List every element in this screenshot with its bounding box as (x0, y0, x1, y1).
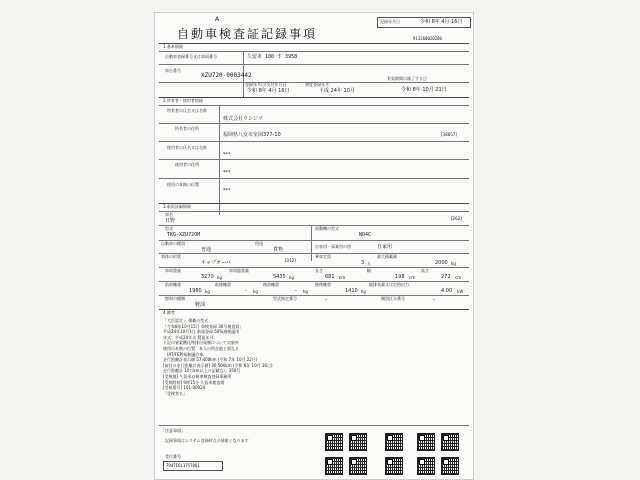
body-shape-value: キャブオーバ (201, 260, 231, 266)
chassis-value: XZU720-0003442 (201, 72, 252, 79)
capacity-unit: 人 (367, 261, 371, 266)
length-label: 長さ (315, 268, 323, 273)
length-unit: cm (339, 275, 346, 280)
private-business-label: 自家用・事業用の別 (315, 244, 351, 249)
qr-code (385, 457, 403, 475)
front-front-axle-value: 1960 (189, 288, 202, 294)
maker-code: [262] (451, 216, 462, 221)
gross-weight-unit: kg (289, 275, 294, 280)
width-value: 198 (395, 274, 405, 280)
receipt-number-box (163, 461, 223, 471)
use-label: 用途 (255, 241, 263, 246)
front-front-axle-label: 前前軸重 (165, 282, 181, 287)
first-registration-label: 初度登録年月 (305, 82, 329, 87)
max-load-label: 最大積載量 (377, 254, 397, 259)
qr-code (441, 433, 459, 451)
issue-date-value: 令和 8年 4月 16日 (420, 19, 463, 25)
remark-line: ・(AT/FEP)規制適合車 (163, 351, 204, 357)
fuel-label: 燃料の種類 (165, 296, 185, 301)
issue-date-box (377, 17, 471, 28)
remark-line: 使用の本拠の位置：本人の所在地と異なる (163, 345, 239, 351)
maker-value: 日野 (165, 218, 176, 224)
header-rule (159, 43, 469, 44)
displacement-unit: kW (457, 289, 464, 294)
chassis-label: 車台番号 (165, 68, 181, 73)
remark-line: 平成24年10月1日 新規登録 50%減税適用 (163, 329, 240, 335)
date-value: 令和 8年 4月 16日 (247, 88, 290, 94)
qr-code (441, 457, 459, 475)
class-number-value: - (433, 297, 435, 303)
kind-label: 自動車の種別 (161, 241, 185, 246)
model-value: TKG-XZU720M (167, 232, 201, 238)
page-mark: A (215, 16, 220, 23)
front-rear-axle-unit: kg (253, 289, 258, 294)
qr-code (349, 457, 367, 475)
front-rear-axle-label: 前後軸重 (215, 282, 231, 287)
gross-weight-value: 5435 (273, 274, 286, 280)
capacity-value: 3 (361, 260, 365, 266)
qr-code (325, 433, 343, 451)
class-number-label: 類別区分番号 (381, 296, 405, 301)
base-location-label: 使用の本拠の位置 (167, 182, 199, 187)
owner-code: [38857] (441, 132, 457, 137)
rear-front-axle-label: 後前軸重 (263, 282, 279, 287)
remark-line: [受検番号] 101-00924 (163, 385, 206, 391)
remark-line: 「令和8年10月15日 車検登録 36号検査員」 (163, 323, 244, 329)
remark-line: 下記の窒素酸化物排出規制について対象外 (163, 340, 239, 346)
body-shape-label: 車体の形状 (161, 254, 181, 259)
engine-label: 原動機の型式 (315, 226, 339, 231)
section4-header: 4.備考 (163, 310, 175, 315)
notice-header: 「注意事項」 (161, 428, 185, 433)
vehicle-weight-label: 車両重量 (165, 268, 181, 273)
vehicle-weight-unit: kg (217, 275, 222, 280)
remark-line: 年式：平成24年式 製造年月 (163, 334, 214, 340)
user-name-value: *** (223, 152, 231, 158)
remark-line: 走行距離計 10万km以上の記載なし 350号 (163, 368, 241, 374)
type-number-label: 型式指定番号 (273, 296, 297, 301)
capacity-label: 乗車定員 (315, 254, 331, 259)
registration-value: 久留米 100 す 3958 (247, 54, 298, 60)
document-number: 913260020280 (413, 36, 442, 41)
engine-value: N04C (359, 232, 372, 238)
user-address-value: *** (223, 170, 231, 176)
width-unit: cm (409, 275, 416, 280)
front-front-axle-unit: kg (205, 289, 210, 294)
user-name-label: 使用者の氏名又は名称 (167, 145, 207, 150)
gross-weight-label: 車両総重量 (229, 268, 249, 273)
qr-code (417, 457, 435, 475)
rear-front-axle-value: - (295, 288, 297, 294)
expiry-value: 令和 8年 10月 21日 (401, 87, 447, 93)
expiry-label: 有効期間の満了する日 (387, 76, 427, 81)
vehicle-weight-value: 3270 (201, 274, 214, 280)
kind-value: 普通 (201, 247, 212, 253)
height-unit: cm (455, 275, 462, 280)
remark-line: 「受検者名」 (163, 390, 187, 396)
displacement-value: 4.00 (441, 288, 453, 294)
width-label: 幅 (367, 268, 371, 273)
front-rear-axle-value: - (245, 288, 247, 294)
length-value: 681 (325, 274, 335, 280)
inspection-certificate-paper (154, 12, 474, 480)
remark-line: [受検地] 久留米自動車検査登録事務所 (163, 373, 232, 379)
model-label: 型式 (165, 226, 173, 231)
remarks-list (163, 318, 273, 396)
qr-code (417, 433, 435, 451)
rear-front-axle-unit: kg (303, 289, 308, 294)
section3-header: 3.車両詳細情報 (163, 204, 191, 209)
remark-line: [前回の走行距離計表示値] 36,500km (令和 6年 10月 16日) (163, 362, 273, 368)
rear-rear-axle-label: 後後軸重 (315, 282, 331, 287)
qr-code (325, 457, 343, 475)
remark-line: 走行距離計表示値 57,400km (令和 7年 10月 22日) (163, 357, 258, 363)
max-load-unit: kg (451, 261, 456, 266)
displacement-label: 総排気量又は定格出力 (369, 282, 409, 287)
document-title: 自動車検査証記録事項 (177, 27, 318, 41)
private-business-value: 自家用 (377, 244, 393, 250)
owner-name-label: 所有者の氏名又は名称 (167, 108, 207, 113)
user-address-label: 使用者の住所 (175, 162, 199, 167)
section2-header: 2.所有者・使用者情報 (163, 98, 203, 103)
height-label: 高さ (421, 268, 429, 273)
height-value: 272 (441, 274, 451, 280)
remark-line: 「大臣認定」 積載の型式 (163, 318, 209, 323)
owner-address-value: 福岡県八女市室岡377-10 (223, 132, 281, 138)
remark-line: [受検時刻] 9時15分 久留米検査場 (163, 379, 225, 385)
fuel-value: 軽油 (195, 302, 206, 308)
section1-header: 1.基本情報 (163, 44, 183, 49)
receipt-number-value: 7947IGL17570Q1 (166, 463, 200, 468)
rear-rear-axle-unit: kg (361, 289, 366, 294)
owner-address-label: 所有者の住所 (175, 126, 199, 131)
registration-label: 自動車登録番号又は車両番号 (165, 54, 217, 59)
notice-text: 記録事項はシステム登録時点の情報となります (165, 438, 249, 443)
qr-code (349, 433, 367, 451)
owner-name-value: 株式会社ウシジマ (223, 116, 263, 122)
date-label: 登録年月日/交付年月日 (245, 82, 287, 87)
receipt-label: 受付番号 (165, 454, 181, 459)
type-number-value: - (325, 297, 327, 303)
first-registration-value: 平成 24年 10月 (319, 88, 355, 94)
max-load-value: 2000 (435, 260, 448, 266)
base-location-value: *** (223, 188, 231, 194)
qr-code (385, 433, 403, 451)
body-shape-code: [012] (285, 258, 296, 263)
rear-rear-axle-value: 1410 (345, 288, 358, 294)
use-value: 貨物 (273, 247, 284, 253)
issue-date-label: 記録年月日 (380, 19, 400, 24)
maker-label: 車名 (165, 212, 173, 217)
